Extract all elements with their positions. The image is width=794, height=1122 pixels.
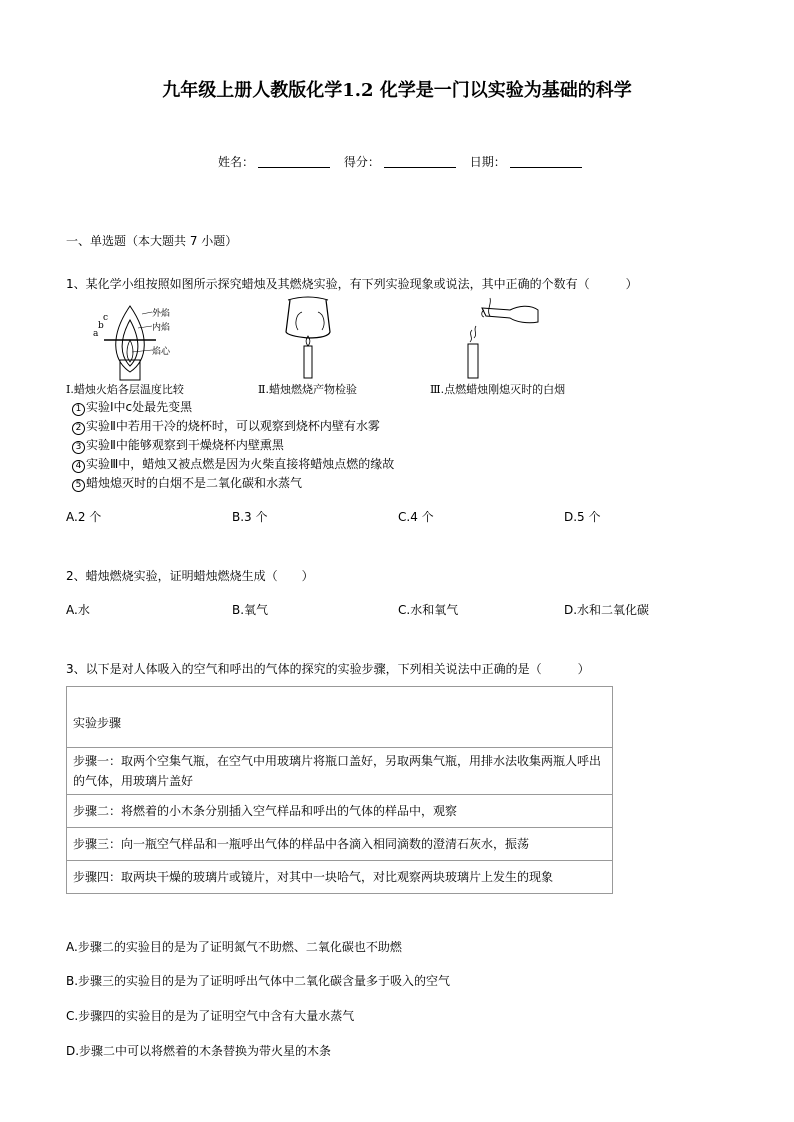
q3-option-a[interactable]: A.步骤二的实验目的是为了证明氮气不助燃、二氧化碳也不助燃 bbox=[66, 940, 402, 954]
circled-number: 2 bbox=[72, 422, 85, 435]
caption-1: Ⅰ.蜡烛火焰各层温度比较 bbox=[66, 383, 184, 396]
table-cell: 步骤二：将燃着的小木条分别插入空气样品和呼出的气体的样品中，观察 bbox=[67, 795, 613, 828]
candle-body-2 bbox=[304, 346, 312, 378]
fig-core-label: 焰心 bbox=[152, 347, 171, 357]
q1-statement-2: 2 实验Ⅱ中若用干冷的烧杯时，可以观察到烧杯内壁有水雾 bbox=[72, 417, 380, 435]
q3-option-c[interactable]: C.步骤四的实验目的是为了证明空气中含有大量水蒸气 bbox=[66, 1009, 355, 1023]
q1-option-a[interactable]: A.2 个 bbox=[66, 510, 102, 524]
q3-stem: 3、以下是对人体吸入的空气和呼出的气体的探究的实验步骤，下列相关说法中正确的是（ ） bbox=[66, 662, 590, 676]
flame-core-shape bbox=[127, 340, 133, 362]
caption-2: Ⅱ.蜡烛燃烧产物检验 bbox=[258, 383, 357, 396]
score-label: 得分： bbox=[343, 155, 380, 169]
name-label: 姓名： bbox=[218, 155, 255, 169]
fig-inner-label: 内焰 bbox=[152, 323, 171, 333]
q1-option-d[interactable]: D.5 个 bbox=[564, 510, 601, 524]
table-cell: 步骤三：向一瓶空气样品和一瓶呼出气体的样品中各滴入相同滴数的澄清石灰水，振荡 bbox=[67, 828, 613, 861]
relight-candle-figure bbox=[450, 296, 546, 382]
table-row bbox=[67, 861, 613, 894]
fig-outer-label: 外焰 bbox=[152, 309, 171, 319]
date-label: 日期： bbox=[469, 155, 506, 169]
page-title: 九年级上册人教版化学1.2 化学是一门以实验为基础的科学 bbox=[162, 80, 632, 101]
q2-option-a[interactable]: A.水 bbox=[66, 603, 90, 617]
q1-option-c[interactable]: C.4 个 bbox=[398, 510, 434, 524]
section-heading: 一、单选题（本大题共 7 小题） bbox=[66, 234, 238, 248]
q1-statement-4: 4 实验Ⅲ中，蜡烛又被点燃是因为火柴直接将蜡烛点燃的缘故 bbox=[72, 455, 394, 473]
table-cell: 步骤四：取两块干燥的玻璃片或镜片，对其中一块哈气，对比观察两块玻璃片上发生的现象 bbox=[67, 861, 613, 894]
q2-option-b[interactable]: B.氧气 bbox=[232, 603, 269, 617]
score-blank[interactable] bbox=[384, 156, 456, 168]
q1-statement-3: 3 实验Ⅱ中能够观察到干燥烧杯内壁熏黑 bbox=[72, 436, 284, 454]
q1-option-b[interactable]: B.3 个 bbox=[232, 510, 268, 524]
q1-statement-5: 5 蜡烛熄灭时的白烟不是二氧化碳和水蒸气 bbox=[72, 474, 302, 492]
fig-a-label: a bbox=[93, 329, 99, 339]
date-blank[interactable] bbox=[510, 156, 582, 168]
inner-flame-shape bbox=[122, 320, 138, 366]
table-row bbox=[67, 795, 613, 828]
q3-option-d[interactable]: D.步骤二中可以将燃着的木条替换为带火星的木条 bbox=[66, 1044, 332, 1058]
table-row bbox=[67, 687, 613, 748]
table-row bbox=[67, 748, 613, 795]
q2-option-d[interactable]: D.水和二氧化碳 bbox=[564, 603, 650, 617]
experiment-steps-table bbox=[66, 686, 613, 894]
candle-body bbox=[120, 360, 140, 380]
fig-c-label: c bbox=[103, 313, 109, 323]
table-header-cell: 实验步骤 bbox=[67, 687, 613, 748]
q2-stem: 2、蜡烛燃烧实验，证明蜡烛燃烧生成（ ） bbox=[66, 569, 314, 583]
candle-body-3 bbox=[468, 344, 478, 378]
circled-number: 4 bbox=[72, 460, 85, 473]
candle-flame-figure bbox=[82, 300, 192, 382]
hand-with-match bbox=[482, 306, 538, 323]
beaker-over-candle-figure bbox=[276, 292, 346, 382]
student-info-row bbox=[218, 153, 592, 170]
q1-stem: 1、某化学小组按照如图所示探究蜡烛及其燃烧实验，有下列实验现象或说法，其中正确的个数有（ ） bbox=[66, 277, 638, 291]
fig-b-label: b bbox=[98, 321, 104, 331]
table-cell: 步骤一：取两个空集气瓶，在空气中用玻璃片将瓶口盖好，另取两集气瓶，用排水法收集两瓶人呼出的气体，用玻璃片盖好 bbox=[67, 748, 613, 795]
q1-statement-1: 1 实验Ⅰ中c处最先变黑 bbox=[72, 398, 192, 416]
caption-3: Ⅲ.点燃蜡烛刚熄灭时的白烟 bbox=[430, 383, 566, 396]
circled-number: 5 bbox=[72, 479, 85, 492]
circled-number: 1 bbox=[72, 403, 85, 416]
name-blank[interactable] bbox=[258, 156, 330, 168]
q2-option-c[interactable]: C.水和氧气 bbox=[398, 603, 459, 617]
table-row bbox=[67, 828, 613, 861]
q3-option-b[interactable]: B.步骤三的实验目的是为了证明呼出气体中二氧化碳含量多于吸入的空气 bbox=[66, 974, 451, 988]
circled-number: 3 bbox=[72, 441, 85, 454]
